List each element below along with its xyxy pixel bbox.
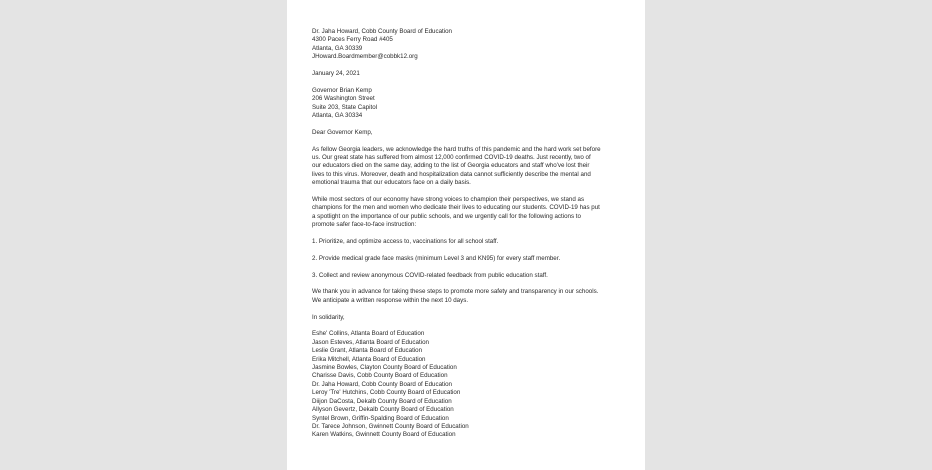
signatory: Erika Mitchell, Atlanta Board of Education	[312, 355, 426, 363]
recipient-address-line-2: Suite 203, State Capitol	[312, 103, 378, 111]
signatory: Karen Watkins, Gwinnett County Board of Education	[312, 431, 456, 439]
salutation: Dear Governor Kemp,	[312, 128, 373, 136]
paragraph-line: emotional trauma that our educators face on a daily basis.	[312, 179, 471, 187]
recipient-block	[312, 87, 630, 121]
recipient-name: Governor Brian Kemp	[312, 86, 372, 94]
signatory: Jasmine Bowles, Clayton County Board of Education	[312, 364, 457, 372]
sender-email: JHoward.Boardmember@cobbk12.org	[312, 53, 418, 61]
action-item-1: 1. Prioritize, and optimize access to, vaccinations for all school staff.	[312, 238, 499, 246]
paragraph-line: We anticipate a written response within the next 10 days.	[312, 296, 469, 304]
paragraph-line: a spotlight on the importance of our public schools, and we urgently call for the following actions to	[312, 212, 581, 220]
background-left	[0, 0, 287, 470]
letter-date: January 24, 2021	[312, 70, 360, 78]
signatory-list	[312, 330, 630, 439]
letter-page	[287, 0, 645, 470]
signatory: Eshe' Collins, Atlanta Board of Education	[312, 330, 425, 338]
sender-name: Dr. Jaha Howard, Cobb County Board of Education	[312, 28, 452, 35]
paragraph-line: our educators died on the same day, adding to the list of Georgia educators and staff who've lost their	[312, 162, 590, 170]
paragraph-2	[312, 196, 630, 230]
paragraph-line: While most sectors of our economy have strong voices to champion their perspectives, we stand as	[312, 196, 585, 204]
action-item-3: 3. Collect and review anonymous COVID-related feedback from public education staff.	[312, 271, 548, 279]
paragraph-line: promote safer face-to-face instruction:	[312, 221, 417, 229]
signatory: Leroy 'Tre' Hutchins, Cobb County Board of Education	[312, 389, 461, 397]
paragraph-line: As fellow Georgia leaders, we acknowledge the hard truths of this pandemic and the hard work set before	[312, 145, 601, 153]
signatory: Diijon DaCosta, Dekalb County Board of Education	[312, 397, 452, 405]
signatory: Allyson Gevertz, Dekalb County Board of Education	[312, 406, 454, 414]
letter-content	[312, 28, 630, 440]
sender-address-line-2: Atlanta, GA 30339	[312, 44, 363, 52]
action-item-2: 2. Provide medical grade face masks (minimum Level 3 and KN95) for every staff member.	[312, 254, 561, 262]
paragraph-line: champions for the men and women who dedicate their lives to educating our students. COVID-19 has put	[312, 204, 600, 212]
signatory: Dr. Tarece Johnson, Gwinnett County Board of Education	[312, 422, 469, 430]
paragraph-line: We thank you in advance for taking these steps to promote more safety and transparency in our schools.	[312, 288, 599, 296]
signatory: Leslie Grant, Atlanta Board of Education	[312, 347, 423, 355]
paragraph-line: lives to this virus. Moreover, death and hospitalization data cannot sufficiently describe the mental and	[312, 170, 591, 178]
paragraph-3	[312, 288, 630, 305]
recipient-address-line-1: 206 Washington Street	[312, 95, 375, 103]
sender-block	[312, 28, 630, 62]
paragraph-line: us. Our great state has suffered from almost 12,000 confirmed COVID-19 deaths. Just recently, two of	[312, 154, 591, 162]
paragraph-1	[312, 146, 630, 188]
background-right	[645, 0, 932, 470]
sender-address-line-1: 4300 Paces Ferry Road #405	[312, 36, 393, 44]
recipient-address-line-3: Atlanta, GA 30334	[312, 112, 363, 120]
signatory: Syntel Brown, Griffin-Spalding Board of Education	[312, 414, 449, 422]
closing: In solidarity,	[312, 313, 345, 321]
signatory: Dr. Jaha Howard, Cobb County Board of Education	[312, 380, 452, 388]
signatory: Charisse Davis, Cobb County Board of Education	[312, 372, 448, 380]
signatory: Jason Esteves, Atlanta Board of Education	[312, 338, 429, 346]
